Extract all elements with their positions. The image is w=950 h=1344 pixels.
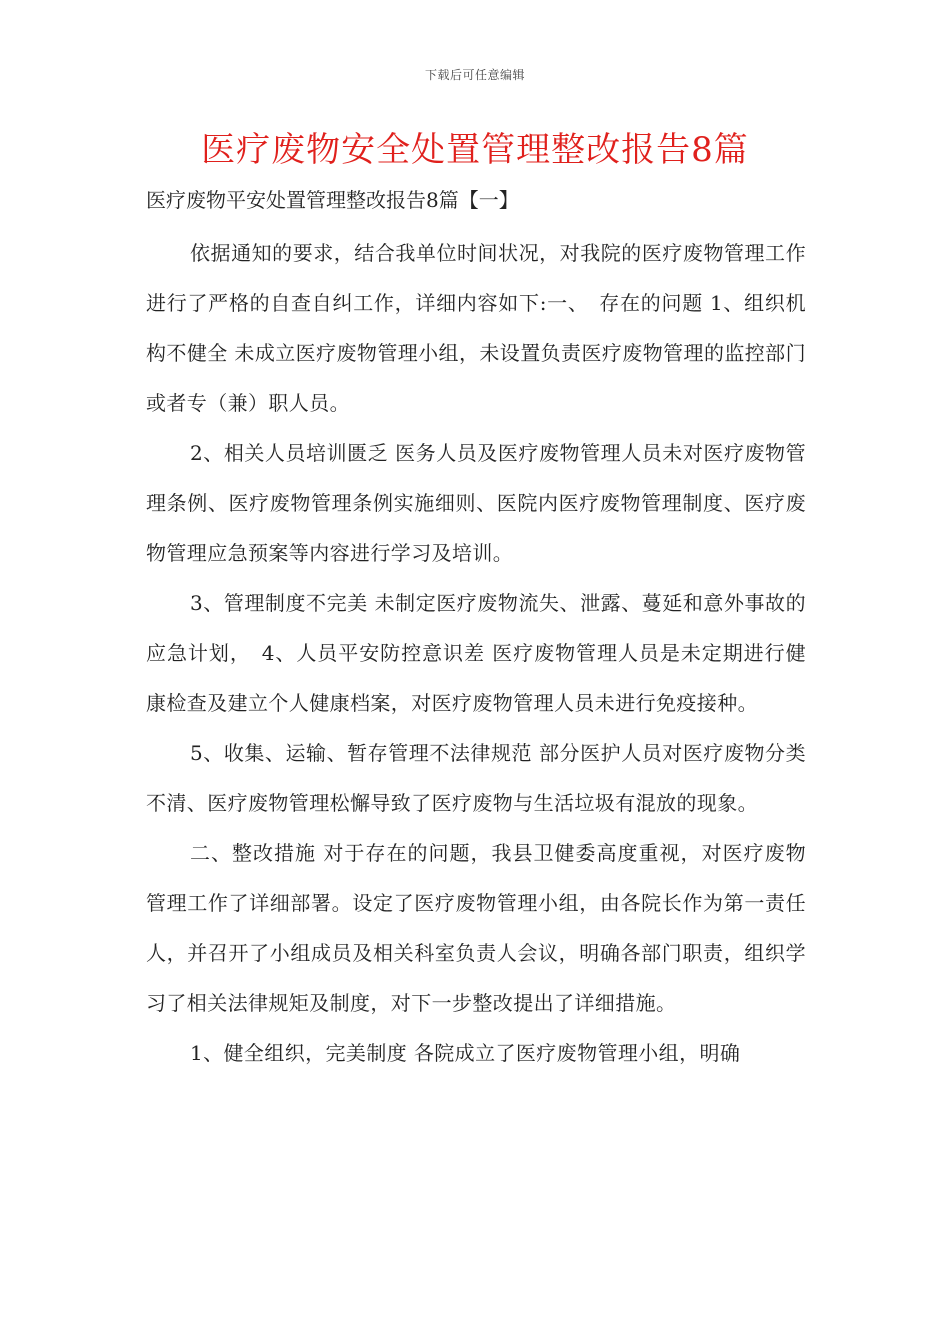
paragraph-2: 2、相关人员培训匮乏 医务人员及医疗废物管理人员未对医疗废物管理条例、医疗废物管理条例实施细则、医院内医疗废物管理制度、医疗废物管理应急预案等内容进行学习及培训。 [146, 441, 806, 565]
document-subtitle: 医疗废物平安处置管理整改报告8篇【一】 [146, 188, 519, 212]
paragraph-4: 5、收集、运输、暂存管理不法律规范 部分医护人员对医疗废物分类不清、医疗废物管理松懈导致了医疗废物与生活垃圾有混放的现象。 [146, 741, 806, 815]
header-note: 下载后可任意编辑 [424, 68, 525, 82]
paragraph-3: 3、管理制度不完美 未制定医疗废物流失、泄露、蔓延和意外事故的应急计划， 4、人员平安防控意识差 医疗废物管理人员是未定期进行健康检查及建立个人健康档案，对医疗废物管理人员未进行免疫接种。 [146, 591, 806, 715]
paragraph-5: 二、整改措施 对于存在的问题，我县卫健委高度重视，对医疗废物管理工作了详细部署。设定了医疗废物管理小组，由各院长作为第一责任人，并召开了小组成员及相关科室负责人会议，明确各部门职责，组织学习了相关法律规矩及制度，对下一步整改提出了详细措施。 [146, 841, 806, 1015]
paragraph-6: 1、健全组织，完美制度 各院成立了医疗废物管理小组，明确 [190, 1041, 741, 1065]
document-title: 医疗废物安全处置管理整改报告8篇 [201, 130, 749, 170]
document-body [146, 228, 806, 1078]
paragraph-1: 依据通知的要求，结合我单位时间状况，对我院的医疗废物管理工作进行了严格的自查自纠工作，详细内容如下:一、 存在的问题 1、组织机构不健全 未成立医疗废物管理小组，未设置负责医疗废物管理的监控部门或者专（兼）职人员。 [146, 241, 806, 415]
